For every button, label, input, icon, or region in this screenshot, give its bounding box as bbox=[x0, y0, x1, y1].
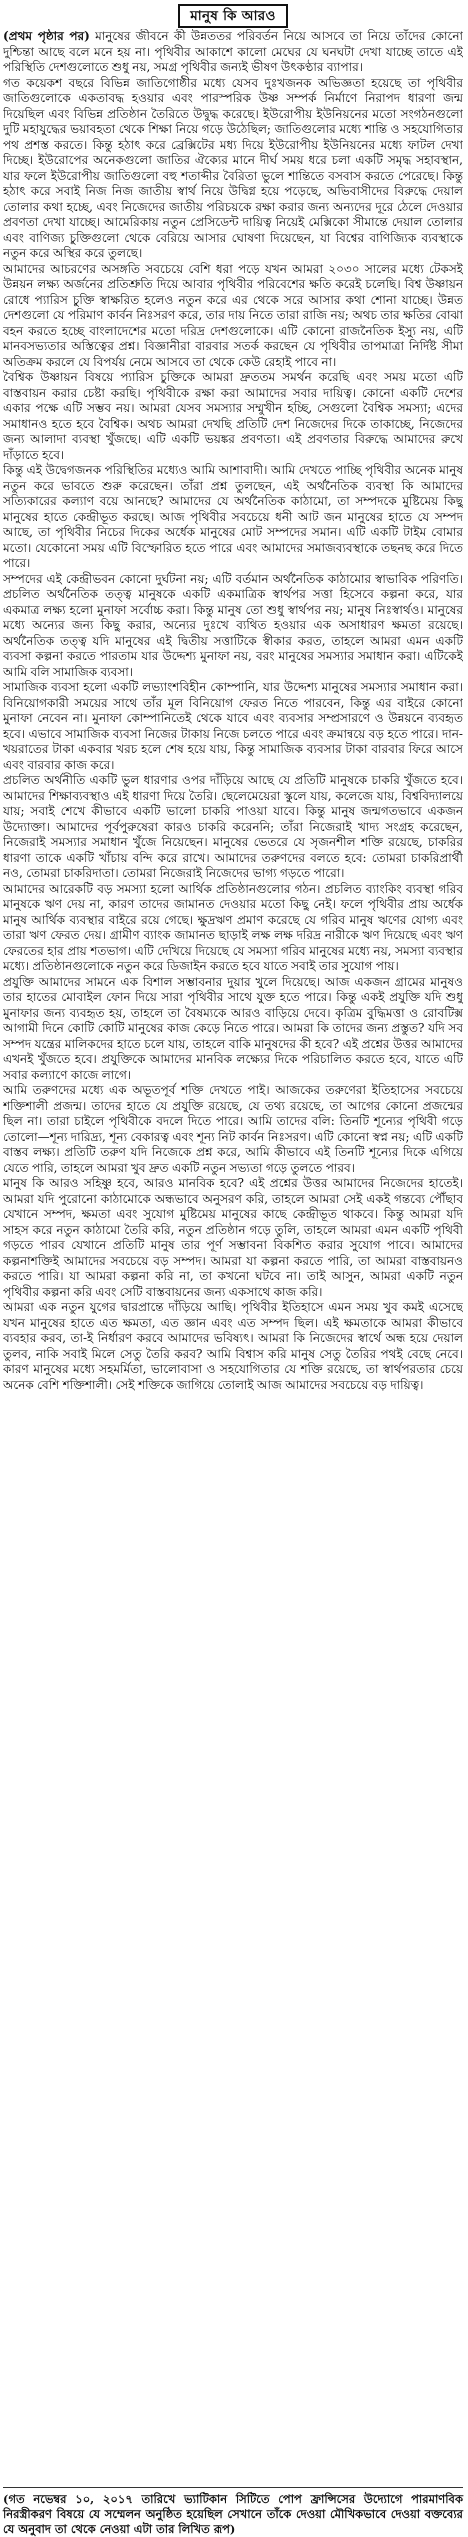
title-row bbox=[3, 3, 463, 27]
article-paragraph: মানুষ কি আরও সহিষ্ণু হবে, আরও মানবিক হবে? এই প্রশ্নের উত্তর আমাদের নিজেদের হাতেই। আমরা যদি পুরোনো কাঠামোকে অন্ধভাবে অনুসরণ করি, তাহলে আমরা সেই একই গন্তব্যে পৌঁছাব যেখানে সম্পদ, ক্ষমতা এবং সুযোগ মুষ্টিমেয় মানুষের কাছে কেন্দ্রীভূত থাকবে। কিন্তু আমরা যদি সাহস করে নতুন কাঠামো তৈরি করি, নতুন প্রতিষ্ঠান গড়ে তুলি, তাহলে আমরা এমন একটি পৃথিবী গড়তে পারব যেখানে প্রতিটি মানুষ তার পূর্ণ সম্ভাবনা বিকশিত করার সুযোগ পাবে। আমাদের কল্পনাশক্তিই আমাদের সবচেয়ে বড় সম্পদ। আমরা যা কল্পনা করতে পারি, তা আমরা বাস্তবায়নও করতে পারি। যা আমরা কল্পনা করি না, তা কখনো ঘটবে না। তাই আসুন, আমরা একটি নতুন পৃথিবীর কল্পনা করি এবং সেটি বাস্তবায়নের জন্য একসাথে কাজ করি। bbox=[3, 1176, 463, 1299]
article-page bbox=[3, 3, 463, 2537]
article-body bbox=[3, 29, 463, 2481]
article-title: মানুষ কি আরও bbox=[178, 4, 287, 28]
article-paragraph: সম্পদের এই কেন্দ্রীভবন কোনো দুর্ঘটনা নয়; এটি বর্তমান অর্থনৈতিক কাঠামোর স্বাভাবিক পরিণতি। প্রচলিত অর্থনৈতিক তত্ত্ব মানুষকে একটি একমাত্রিক স্বার্থপর সত্তা হিসেবে কল্পনা করে, যার একমাত্র লক্ষ্য হলো মুনাফা সর্বোচ্চ করা। কিন্তু মানুষ তো শুধু স্বার্থপর নয়; মানুষ নিঃস্বার্থও। মানুষের মধ্যে অন্যের জন্য কিছু করার, অন্যের দুঃখে ব্যথিত হওয়ার এক অসাধারণ ক্ষমতা রয়েছে। অর্থনৈতিক তত্ত্ব যদি মানুষের এই দ্বিতীয় সত্তাটিকে স্বীকার করত, তাহলে আমরা এমন একটি ব্যবসা কল্পনা করতে পারতাম যার উদ্দেশ্য মুনাফা নয়, বরং মানুষের সমস্যার সমাধান করা। এটিকেই আমি বলি সামাজিক ব্যবসা। bbox=[3, 571, 463, 679]
article-paragraph: আমাদের আচরণের অসঙ্গতি সবচেয়ে বেশি ধরা পড়ে যখন আমরা ২০৩০ সালের মধ্যে টেকসই উন্নয়ন লক্ষ্য অর্জনের প্রতিশ্রুতি দিয়ে আবার পৃথিবীর পরিবেশের ক্ষতি করেই চলেছি। বিশ্ব উষ্ণায়ন রোধে প্যারিস চুক্তি স্বাক্ষরিত হলেও নতুন করে এর থেকে সরে আসার কথা শোনা যাচ্ছে। উন্নত দেশগুলো যে পরিমাণ কার্বন নিঃসরণ করে, তার দায় নিতে তারা রাজি নয়; অথচ তার ক্ষতির বোঝা বহন করতে হচ্ছে বাংলাদেশের মতো দরিদ্র দেশগুলোকে। এটি কোনো রাজনৈতিক ইস্যু নয়, এটি মানবসভ্যতার অস্তিত্বের প্রশ্ন। বিজ্ঞানীরা বারবার সতর্ক করছেন যে পৃথিবীর তাপমাত্রা নির্দিষ্ট সীমা অতিক্রম করলে যে বিপর্যয় নেমে আসবে তা থেকে কেউ রেহাই পাবে না। bbox=[3, 261, 463, 369]
article-paragraph: আমাদের আরেকটি বড় সমস্যা হলো আর্থিক প্রতিষ্ঠানগুলোর গঠন। প্রচলিত ব্যাংকিং ব্যবস্থা গরিব মানুষকে ঋণ দেয় না, কারণ তাদের জামানত দেওয়ার মতো কিছু নেই। ফলে পৃথিবীর প্রায় অর্ধেক মানুষ আর্থিক ব্যবস্থার বাইরে রয়ে গেছে। ক্ষুদ্রঋণ প্রমাণ করেছে যে গরিব মানুষ ঋণের যোগ্য এবং তারা ঋণ ফেরত দেয়। গ্রামীণ ব্যাংক জামানত ছাড়াই লক্ষ লক্ষ দরিদ্র নারীকে ঋণ দিয়েছে এবং ঋণ ফেরতের হার প্রায় শতভাগ। এটি দেখিয়ে দিয়েছে যে সমস্যা গরিব মানুষের মধ্যে নয়, সমস্যা ব্যবস্থার মধ্যে। প্রতিষ্ঠানগুলোকে নতুন করে ডিজাইন করতে হবে যাতে সবাই তার সুযোগ পায়। bbox=[3, 881, 463, 973]
article-paragraph: আমি তরুণদের মধ্যে এক অভূতপূর্ব শক্তি দেখতে পাই। আজকের তরুণেরা ইতিহাসের সবচেয়ে শক্তিশালী প্রজন্ম। তাদের হাতে যে প্রযুক্তি রয়েছে, যে তথ্য রয়েছে, তা আগের কোনো প্রজন্মের ছিল না। তারা চাইলে পৃথিবীকে বদলে দিতে পারে। আমি তাদের বলি: তিনটি শূন্যের পৃথিবী গড়ে তোলো—শূন্য দারিদ্র্য, শূন্য বেকারত্ব এবং শূন্য নিট কার্বন নিঃসরণ। এটি কোনো স্বপ্ন নয়; এটি একটি বাস্তব লক্ষ্য। প্রতিটি তরুণ যদি নিজেকে প্রশ্ন করে, আমি কীভাবে এই তিনটি শূন্যের দিকে এগিয়ে যেতে পারি, তাহলে আমরা খুব দ্রুত একটি নতুন সভ্যতা গড়ে তুলতে পারব। bbox=[3, 1083, 463, 1175]
paragraph-text: মানুষের জীবনে কী উন্নততর পরিবর্তন নিয়ে আসবে তা নিয়ে তাঁদের কোনো দুশ্চিন্তা আছে বলে মনে হয় না। পৃথিবীর আকাশে কালো মেঘের যে ঘনঘটা দেখা যাচ্ছে তাতে এই পরিস্থিতি দেশগুলোতে শুধু নয়, সমগ্র পৃথিবীর জন্যই ভীষণ উৎকণ্ঠার ব্যাপার। bbox=[3, 29, 463, 74]
article-paragraph: সামাজিক ব্যবসা হলো একটি লভ্যাংশবিহীন কোম্পানি, যার উদ্দেশ্য মানুষের সমস্যার সমাধান করা। বিনিয়োগকারী সময়ের সাথে তাঁর মূল বিনিয়োগ ফেরত নিতে পারবেন, কিন্তু এর বাইরে কোনো মুনাফা নেবেন না। মুনাফা কোম্পানিতেই থেকে যাবে এবং ব্যবসার সম্প্রসারণে ও উন্নয়নে ব্যবহৃত হবে। এভাবে সামাজিক ব্যবসা নিজের টাকায় নিজে চলতে পারে এবং ক্রমান্বয়ে বড় হতে পারে। দান-খয়রাতের টাকা একবার খরচ হলে শেষ হয়ে যায়, কিন্তু সামাজিক ব্যবসার টাকা বারবার ফিরে আসে এবং বারবার কাজ করে। bbox=[3, 680, 463, 772]
article-paragraph: গত কয়েকশ বছরে বিভিন্ন জাতিগোষ্ঠীর মধ্যে যেসব দুঃখজনক অভিজ্ঞতা হয়েছে তা পৃথিবীর জাতিগুলোকে একতাবদ্ধ হওয়ার এবং পারস্পরিক উষ্ণ সম্পর্ক নির্মাণে নিরাপদ ধারণা জন্ম দিয়েছিল এবং বিভিন্ন প্রতিষ্ঠান তৈরিতে উদ্বুদ্ধ করেছে। ইউরোপীয় ইউনিয়নের মতো সংগঠনগুলো দুটি মহাযুদ্ধের ভয়াবহতা থেকে শিক্ষা নিয়ে গড়ে উঠেছিল; জাতিগুলোর মধ্যে শান্তি ও সহযোগিতার পথ প্রশস্ত করতে। কিন্তু হঠাৎ করে ব্রেক্সিটের মধ্য দিয়ে ইউরোপীয় ইউনিয়নের মধ্যে ফাটল দেখা দিচ্ছে। ইউরোপের অনেকগুলো জাতির ঐক্যের মানে দীর্ঘ সময় ধরে চলা একটি সমৃদ্ধ সহাবস্থান, যার ফলে ইউরোপীয় জাতিগুলো বহু শতাব্দীর বৈরিতা ভুলে শান্তিতে বসবাস করতে পেরেছে। কিন্তু হঠাৎ করে সবাই নিজ নিজ জাতীয় স্বার্থ নিয়ে উদ্বিগ্ন হয়ে পড়েছে, অভিবাসীদের বিরুদ্ধে দেয়াল তোলার কথা হচ্ছে, এবং নিজেদের জাতীয় পরিচয়কে রক্ষা করার জন্য অন্যদের দূরে ঠেলে দেওয়ার প্রবণতা দেখা যাচ্ছে। আমেরিকায় নতুন প্রেসিডেন্ট দায়িত্ব নিয়েই মেক্সিকো সীমান্তে দেয়াল তোলার এবং বাণিজ্য চুক্তিগুলো থেকে বেরিয়ে আসার ঘোষণা দিয়েছেন, যা বিশ্বের বাণিজ্যিক ব্যবস্থাকে নতুন করে অস্থির করে তুলছে। bbox=[3, 75, 463, 260]
article-paragraph: বৈশ্বিক উষ্ণায়ন বিষয়ে প্যারিস চুক্তিকে আমরা দ্রুততম সমর্থন করেছি এবং সময় মতো এটি বাস্তবায়ন করার চেষ্টা করছি। পৃথিবীকে রক্ষা করা আমাদের সবার দায়িত্ব। কোনো একটি দেশের একার পক্ষে এটি সম্ভব নয়। আমরা যেসব সমস্যার সম্মুখীন হচ্ছি, সেগুলো বৈশ্বিক সমস্যা; এদের সমাধানও হতে হবে বৈশ্বিক। অথচ আমরা দেখছি প্রতিটি দেশ নিজেদের দিকে তাকাচ্ছে, নিজেদের জন্য আলাদা ব্যবস্থা খুঁজছে। এটি একটি ভয়ঙ্কর প্রবণতা। এই প্রবণতার বিরুদ্ধে আমাদের রুখে দাঁড়াতে হবে। bbox=[3, 370, 463, 462]
article-paragraph: প্রচলিত অর্থনীতি একটি ভুল ধারণার ওপর দাঁড়িয়ে আছে যে প্রতিটি মানুষকে চাকরি খুঁজতে হবে। আমাদের শিক্ষাব্যবস্থাও এই ধারণা দিয়ে তৈরি। ছেলেমেয়েরা স্কুলে যায়, কলেজে যায়, বিশ্ববিদ্যালয়ে যায়; সবাই শেখে কীভাবে একটি ভালো চাকরি পাওয়া যাবে। কিন্তু মানুষ জন্মগতভাবে একজন উদ্যোক্তা। আমাদের পূর্বপুরুষেরা কারও চাকরি করেননি; তাঁরা নিজেরাই খাদ্য সংগ্রহ করেছেন, নিজেরাই সমস্যার সমাধান খুঁজে নিয়েছেন। মানুষের ভেতরে যে সৃজনশীল শক্তি রয়েছে, চাকরির ধারণা তাকে একটি খাঁচায় বন্দি করে রাখে। আমাদের তরুণদের বলতে হবে: তোমরা চাকরিপ্রার্থী নও, তোমরা চাকরিদাতা। তোমরা নিজেরাই নিজেদের ভাগ্য গড়তে পারো। bbox=[3, 773, 463, 880]
article-paragraph: আমরা এক নতুন যুগের দ্বারপ্রান্তে দাঁড়িয়ে আছি। পৃথিবীর ইতিহাসে এমন সময় খুব কমই এসেছে যখন মানুষের হাতে এত ক্ষমতা, এত জ্ঞান এবং এত সম্পদ ছিল। এই ক্ষমতাকে আমরা কীভাবে ব্যবহার করব, তা-ই নির্ধারণ করবে আমাদের ভবিষ্যৎ। আমরা কি নিজেদের স্বার্থে অন্ধ হয়ে দেয়াল তুলব, নাকি সবাই মিলে সেতু তৈরি করব? আমি বিশ্বাস করি মানুষ সেতু তৈরির পথই বেছে নেবে। কারণ মানুষের মধ্যে সহমর্মিতা, ভালোবাসা ও সহযোগিতার যে শক্তি রয়েছে, তা স্বার্থপরতার চেয়ে অনেক বেশি শক্তিশালী। সেই শক্তিকে জাগিয়ে তোলাই আজ আমাদের সবচেয়ে বড় দায়িত্ব। bbox=[3, 1300, 463, 1392]
continuation-label: (প্রথম পৃষ্ঠার পর) bbox=[3, 29, 90, 43]
article-paragraph: প্রযুক্তি আমাদের সামনে এক বিশাল সম্ভাবনার দুয়ার খুলে দিয়েছে। আজ একজন গ্রামের মানুষও তার হাতের মোবাইল ফোন দিয়ে সারা পৃথিবীর সাথে যুক্ত হতে পারে। কিন্তু একই প্রযুক্তি যদি শুধু মুনাফার জন্য ব্যবহৃত হয়, তাহলে তা বৈষম্যকে আরও বাড়িয়ে দেবে। কৃত্রিম বুদ্ধিমত্তা ও রোবটিক্স আগামী দিনে কোটি কোটি মানুষের কাজ কেড়ে নিতে পারে। আমরা কি তাদের জন্য প্রস্তুত? যদি সব সম্পদ যন্ত্রের মালিকদের হাতে চলে যায়, তাহলে বাকি মানুষদের কী হবে? এই প্রশ্নের উত্তর আমাদের এখনই খুঁজতে হবে। প্রযুক্তিকে আমাদের মানবিক লক্ষ্যের দিকে পরিচালিত করতে হবে, যাতে এটি সবার কল্যাণে কাজে লাগে। bbox=[3, 974, 463, 1082]
source-footnote: (গত নভেম্বর ১০, ২০১৭ তারিখে ভ্যাটিকান সিটিতে পোপ ফ্রান্সিসের উদ্যোগে পারমাণবিক নিরস্ত্রীকরণ বিষয়ে যে সম্মেলন অনুষ্ঠিত হয়েছিল সেখানে তাঁকে দেওয়া মৌখিকভাবে দেওয়া বক্তব্যের যে অনুবাদ তা থেকে নেওয়া এটা তার লিখিত রূপ) bbox=[3, 2487, 463, 2537]
article-paragraph: কিন্তু এই উদ্বেগজনক পরিস্থিতির মধ্যেও আমি আশাবাদী। আমি দেখতে পাচ্ছি পৃথিবীর অনেক মানুষ নতুন করে ভাবতে শুরু করেছেন। তাঁরা প্রশ্ন তুলছেন, এই অর্থনৈতিক ব্যবস্থা কি আমাদের সত্যিকারের কল্যাণ বয়ে আনছে? আমাদের যে অর্থনৈতিক কাঠামো, তা সম্পদকে মুষ্টিমেয় কিছু মানুষের হাতে কেন্দ্রীভূত করছে। আজ পৃথিবীর সবচেয়ে ধনী আট জন মানুষের হাতে যে সম্পদ আছে, তা পৃথিবীর নিচের দিকের অর্ধেক মানুষের মোট সম্পদের সমান। এটি একটি টাইম বোমার মতো। যেকোনো সময় এটি বিস্ফোরিত হতে পারে এবং আমাদের সমাজব্যবস্থাকে তছনছ করে দিতে পারে। bbox=[3, 463, 463, 570]
article-paragraph bbox=[3, 29, 463, 76]
